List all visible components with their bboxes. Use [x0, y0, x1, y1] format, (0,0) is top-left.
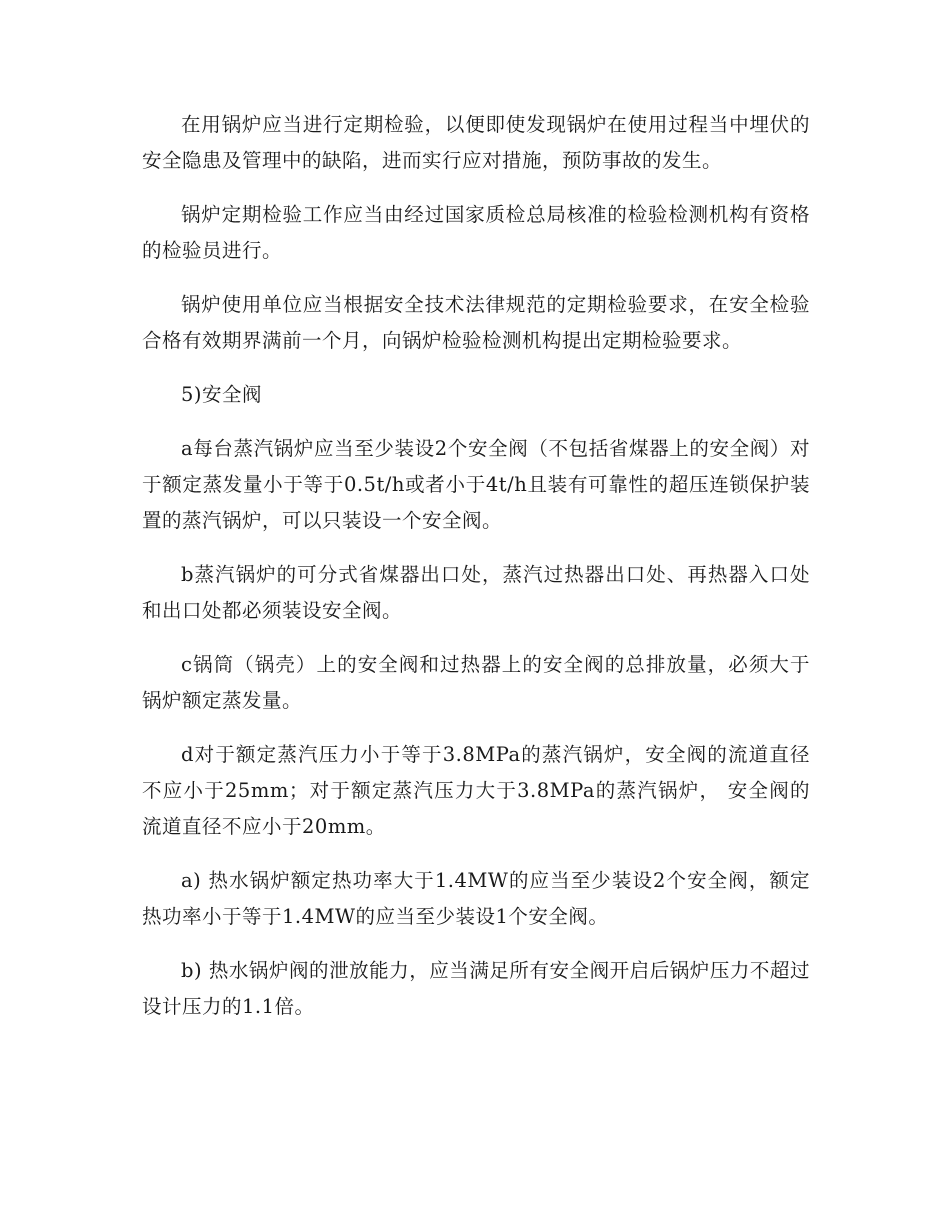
- paragraph-item-d: d对于额定蒸汽压力小于等于3.8MPa的蒸汽锅炉，安全阀的流道直径不应小于25mm；对于额定蒸汽压力大于3.8MPa的蒸汽锅炉， 安全阀的流道直径不应小于20mm。: [142, 743, 810, 838]
- paragraph-inspection-request: 锅炉使用单位应当根据安全技术法律规范的定期检验要求，在安全检验合格有效期界满前一个月，向锅炉检验检测机构提出定期检验要求。: [142, 293, 810, 352]
- paragraph-inspection-personnel: 锅炉定期检验工作应当由经过国家质检总局核准的检验检测机构有资格的检验员进行。: [142, 203, 810, 262]
- paragraph-hot-water-a: a) 热水锅炉额定热功率大于1.4MW的应当至少装设2个安全阀，额定热功率小于等于1.4MW的应当至少装设1个安全阀。: [142, 869, 810, 928]
- paragraph-item-a: a每台蒸汽锅炉应当至少装设2个安全阀（不包括省煤器上的安全阀）对于额定蒸发量小于等于0.5t/h或者小于4t/h且装有可靠性的超压连锁保护装置的蒸汽锅炉，可以只装设一个安全阀。: [142, 437, 810, 532]
- paragraph-item-b: b蒸汽锅炉的可分式省煤器出口处，蒸汽过热器出口处、再热器入口处和出口处都必须装设安全阀。: [142, 563, 810, 622]
- section-heading-safety-valve: 5)安全阀: [181, 383, 263, 406]
- paragraph-item-c: c锅筒（锅壳）上的安全阀和过热器上的安全阀的总排放量，必须大于锅炉额定蒸发量。: [142, 653, 810, 712]
- paragraph-hot-water-b: b) 热水锅炉阀的泄放能力，应当满足所有安全阀开启后锅炉压力不超过设计压力的1.1倍。: [142, 959, 810, 1018]
- paragraph-periodic-inspection: 在用锅炉应当进行定期检验，以便即使发现锅炉在使用过程当中埋伏的安全隐患及管理中的缺陷，进而实行应对措施，预防事故的发生。: [142, 113, 810, 172]
- document-body: [142, 107, 810, 1043]
